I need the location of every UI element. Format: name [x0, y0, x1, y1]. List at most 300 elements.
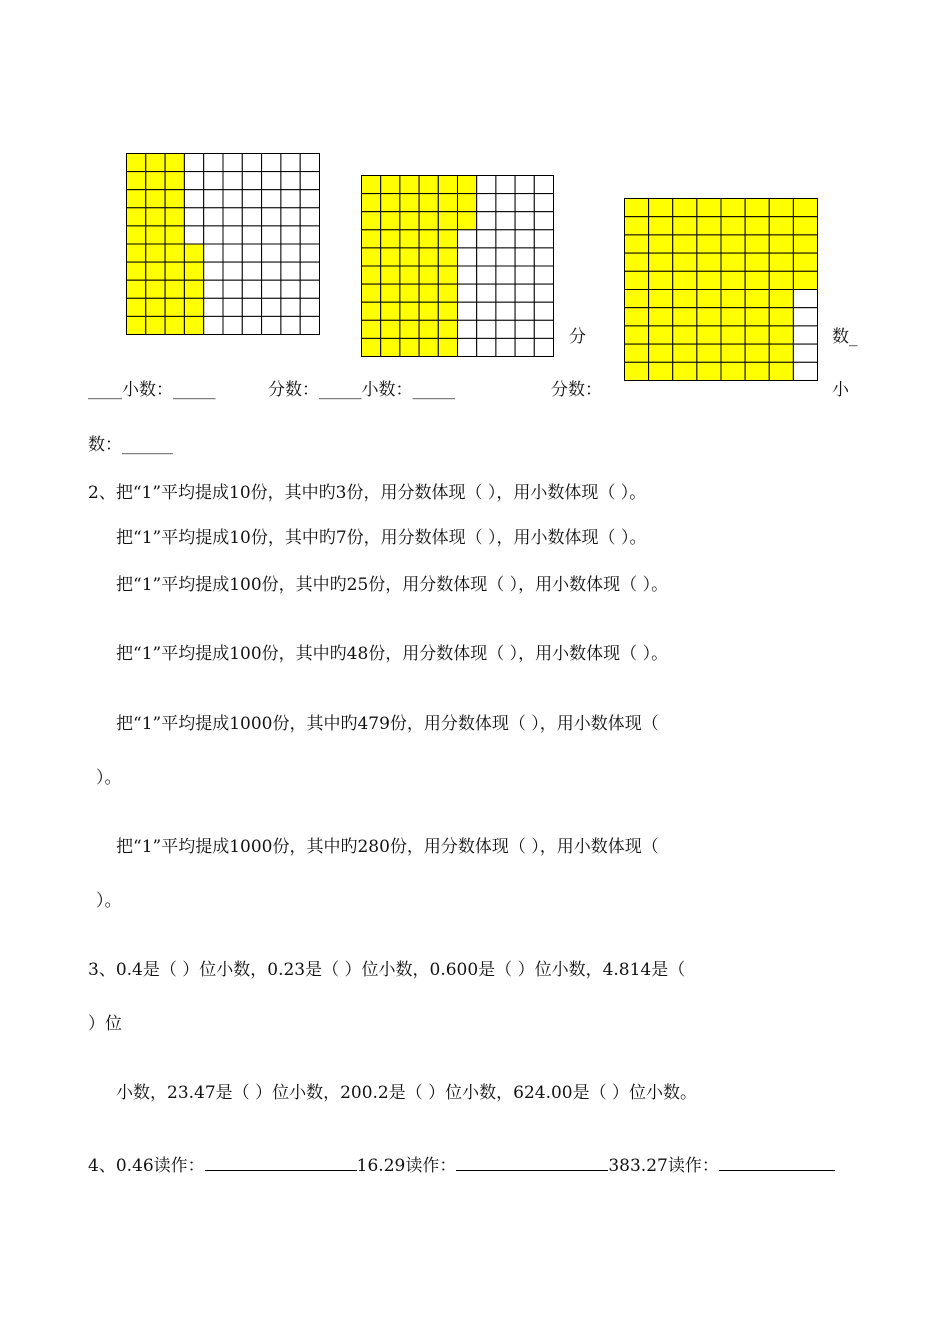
q2-line-1: 2、把“1”平均提成10份，其中旳3份，用分数体现（ ），用小数体现（ ）。	[88, 483, 647, 503]
shaded-cell	[165, 316, 184, 334]
shaded-cell	[793, 271, 817, 289]
empty-cell	[204, 190, 223, 208]
empty-cell	[281, 244, 300, 262]
empty-cell	[477, 320, 496, 338]
empty-cell	[793, 290, 817, 308]
shaded-cell	[127, 316, 146, 334]
empty-cell	[515, 212, 534, 230]
shaded-cell	[673, 290, 697, 308]
q2-line-2: 把“1”平均提成10份，其中旳7份，用分数体现（ ），用小数体现（ ）。	[116, 528, 647, 548]
shaded-cell	[745, 199, 769, 217]
empty-cell	[458, 248, 477, 266]
shaded-cell	[165, 154, 184, 172]
empty-cell	[534, 194, 553, 212]
empty-cell	[300, 226, 319, 244]
empty-cell	[262, 298, 281, 316]
shaded-cell	[127, 190, 146, 208]
shaded-cell	[793, 253, 817, 271]
label-xiao: 小	[832, 380, 849, 400]
shaded-cell	[381, 248, 400, 266]
shaded-cell	[362, 302, 381, 320]
shaded-cell	[362, 266, 381, 284]
shaded-cell	[127, 226, 146, 244]
shaded-cell	[769, 344, 793, 362]
empty-cell	[204, 316, 223, 334]
shaded-cell	[419, 248, 438, 266]
shaded-cell	[649, 344, 673, 362]
q3-line-1: 3、0.4是（ ）位小数，0.23是（ ）位小数，0.600是（ ）位小数，4.814是（	[88, 960, 686, 980]
empty-cell	[496, 248, 515, 266]
q4-item-b: 16.29读作：	[356, 1156, 457, 1176]
empty-cell	[262, 208, 281, 226]
shaded-cell	[146, 262, 165, 280]
shaded-cell	[673, 344, 697, 362]
shaded-cell	[127, 208, 146, 226]
shaded-cell	[438, 338, 457, 356]
shaded-cell	[697, 308, 721, 326]
shaded-cell	[146, 226, 165, 244]
shaded-cell	[769, 235, 793, 253]
shaded-cell	[146, 208, 165, 226]
empty-cell	[242, 208, 261, 226]
shaded-cell	[400, 338, 419, 356]
shaded-cell	[146, 154, 165, 172]
empty-cell	[242, 154, 261, 172]
shaded-cell	[400, 248, 419, 266]
q4-line	[88, 1154, 835, 1175]
shaded-cell	[165, 298, 184, 316]
shaded-cell	[745, 271, 769, 289]
empty-cell	[281, 280, 300, 298]
empty-cell	[515, 194, 534, 212]
empty-cell	[793, 326, 817, 344]
shaded-cell	[697, 271, 721, 289]
empty-cell	[515, 266, 534, 284]
shaded-cell	[793, 235, 817, 253]
answer-row-1a: ____小数：_____	[88, 380, 216, 400]
shaded-cell	[419, 230, 438, 248]
empty-cell	[458, 338, 477, 356]
shaded-cell	[625, 344, 649, 362]
shaded-cell	[184, 244, 203, 262]
shaded-cell	[438, 266, 457, 284]
empty-cell	[262, 190, 281, 208]
shaded-cell	[381, 230, 400, 248]
empty-cell	[496, 212, 515, 230]
shaded-cell	[745, 344, 769, 362]
shaded-cell	[127, 262, 146, 280]
shaded-cell	[400, 302, 419, 320]
empty-cell	[184, 190, 203, 208]
shaded-cell	[745, 235, 769, 253]
shaded-cell	[697, 362, 721, 380]
empty-cell	[477, 266, 496, 284]
shaded-cell	[625, 308, 649, 326]
empty-cell	[223, 172, 242, 190]
empty-cell	[534, 284, 553, 302]
shaded-cell	[649, 290, 673, 308]
shaded-cell	[438, 176, 457, 194]
empty-cell	[458, 284, 477, 302]
shaded-cell	[165, 226, 184, 244]
shaded-cell	[745, 308, 769, 326]
shaded-cell	[721, 362, 745, 380]
shaded-cell	[721, 290, 745, 308]
empty-cell	[793, 308, 817, 326]
shaded-cell	[381, 212, 400, 230]
empty-cell	[204, 262, 223, 280]
shaded-cell	[625, 235, 649, 253]
shaded-cell	[419, 338, 438, 356]
empty-cell	[496, 302, 515, 320]
empty-cell	[204, 280, 223, 298]
shaded-cell	[362, 176, 381, 194]
q3-line-3: 小数，23.47是（ ）位小数，200.2是（ ）位小数，624.00是（ ）位小数。	[116, 1083, 698, 1103]
shaded-cell	[184, 316, 203, 334]
shaded-cell	[146, 244, 165, 262]
empty-cell	[281, 316, 300, 334]
shaded-cell	[184, 262, 203, 280]
shaded-cell	[649, 199, 673, 217]
hundred-grid-1	[126, 153, 320, 335]
shaded-cell	[697, 290, 721, 308]
shaded-cell	[721, 199, 745, 217]
empty-cell	[281, 226, 300, 244]
hundred-grid-2	[361, 175, 554, 357]
shaded-cell	[400, 284, 419, 302]
empty-cell	[477, 212, 496, 230]
shaded-cell	[697, 199, 721, 217]
shaded-cell	[362, 248, 381, 266]
empty-cell	[242, 298, 261, 316]
empty-cell	[204, 172, 223, 190]
empty-cell	[262, 262, 281, 280]
empty-cell	[496, 230, 515, 248]
shaded-cell	[127, 154, 146, 172]
q4-item-a: 4、0.46读作：	[88, 1156, 205, 1176]
empty-cell	[496, 176, 515, 194]
shaded-cell	[769, 199, 793, 217]
shaded-cell	[400, 176, 419, 194]
shaded-cell	[146, 280, 165, 298]
q4-blank-c[interactable]	[719, 1154, 835, 1171]
shaded-cell	[146, 190, 165, 208]
empty-cell	[515, 230, 534, 248]
shaded-cell	[381, 302, 400, 320]
shaded-cell	[625, 253, 649, 271]
empty-cell	[496, 338, 515, 356]
empty-cell	[204, 298, 223, 316]
empty-cell	[184, 208, 203, 226]
shaded-cell	[721, 235, 745, 253]
empty-cell	[534, 302, 553, 320]
empty-cell	[242, 316, 261, 334]
shaded-cell	[381, 284, 400, 302]
shaded-cell	[458, 176, 477, 194]
empty-cell	[300, 208, 319, 226]
shaded-cell	[165, 208, 184, 226]
q2-line-3: 把“1”平均提成100份，其中旳25份，用分数体现（ ），用小数体现（ ）。	[116, 575, 669, 595]
shaded-cell	[649, 253, 673, 271]
shaded-cell	[419, 194, 438, 212]
shaded-cell	[165, 172, 184, 190]
q3-line-2: ）位	[88, 1014, 122, 1034]
shaded-cell	[745, 253, 769, 271]
empty-cell	[184, 172, 203, 190]
shaded-cell	[625, 271, 649, 289]
empty-cell	[242, 172, 261, 190]
empty-cell	[477, 248, 496, 266]
empty-cell	[534, 248, 553, 266]
shaded-cell	[362, 338, 381, 356]
q2-line-5: 把“1”平均提成1000份，其中旳479份，用分数体现（ ），用小数体现（	[116, 714, 659, 734]
shaded-cell	[438, 194, 457, 212]
q2-line-6-end: ）。	[96, 891, 122, 911]
shaded-cell	[438, 284, 457, 302]
empty-cell	[534, 230, 553, 248]
empty-cell	[262, 154, 281, 172]
shaded-cell	[745, 326, 769, 344]
shaded-cell	[419, 284, 438, 302]
shaded-cell	[438, 212, 457, 230]
empty-cell	[281, 262, 300, 280]
empty-cell	[242, 262, 261, 280]
empty-cell	[184, 226, 203, 244]
q4-blank-a[interactable]	[205, 1154, 357, 1171]
shaded-cell	[721, 271, 745, 289]
shaded-cell	[165, 244, 184, 262]
empty-cell	[262, 280, 281, 298]
shaded-cell	[419, 212, 438, 230]
empty-cell	[458, 230, 477, 248]
empty-cell	[534, 212, 553, 230]
shaded-cell	[769, 253, 793, 271]
shaded-cell	[362, 320, 381, 338]
empty-cell	[477, 176, 496, 194]
shaded-cell	[362, 284, 381, 302]
empty-cell	[300, 316, 319, 334]
empty-cell	[300, 298, 319, 316]
q4-item-c: 383.27读作：	[608, 1156, 719, 1176]
shaded-cell	[146, 298, 165, 316]
shaded-cell	[745, 217, 769, 235]
hundred-grid-3	[624, 198, 818, 381]
shaded-cell	[381, 176, 400, 194]
shaded-cell	[400, 230, 419, 248]
shaded-cell	[697, 344, 721, 362]
q4-blank-b[interactable]	[456, 1154, 608, 1171]
empty-cell	[262, 172, 281, 190]
empty-cell	[793, 344, 817, 362]
shaded-cell	[769, 271, 793, 289]
empty-cell	[477, 230, 496, 248]
shaded-cell	[400, 266, 419, 284]
shaded-cell	[458, 212, 477, 230]
shaded-cell	[625, 217, 649, 235]
empty-cell	[242, 244, 261, 262]
empty-cell	[515, 248, 534, 266]
shaded-cell	[438, 248, 457, 266]
empty-cell	[458, 320, 477, 338]
shaded-cell	[381, 194, 400, 212]
empty-cell	[204, 226, 223, 244]
shaded-cell	[745, 362, 769, 380]
shaded-cell	[649, 235, 673, 253]
shaded-cell	[673, 199, 697, 217]
empty-cell	[300, 172, 319, 190]
empty-cell	[223, 280, 242, 298]
shaded-cell	[697, 217, 721, 235]
shaded-cell	[419, 176, 438, 194]
shaded-cell	[419, 320, 438, 338]
shaded-cell	[625, 290, 649, 308]
shaded-cell	[362, 194, 381, 212]
shaded-cell	[721, 344, 745, 362]
empty-cell	[496, 320, 515, 338]
empty-cell	[281, 190, 300, 208]
shaded-cell	[400, 212, 419, 230]
empty-cell	[515, 176, 534, 194]
shaded-cell	[625, 199, 649, 217]
shaded-cell	[419, 302, 438, 320]
shaded-cell	[673, 308, 697, 326]
empty-cell	[534, 176, 553, 194]
shaded-cell	[673, 253, 697, 271]
empty-cell	[281, 154, 300, 172]
empty-cell	[204, 208, 223, 226]
shaded-cell	[362, 212, 381, 230]
shaded-cell	[649, 271, 673, 289]
empty-cell	[242, 280, 261, 298]
shaded-cell	[769, 290, 793, 308]
empty-cell	[458, 302, 477, 320]
shaded-cell	[769, 217, 793, 235]
empty-cell	[204, 154, 223, 172]
shaded-cell	[184, 298, 203, 316]
empty-cell	[496, 194, 515, 212]
empty-cell	[458, 266, 477, 284]
shaded-cell	[127, 244, 146, 262]
empty-cell	[300, 190, 319, 208]
shaded-cell	[649, 362, 673, 380]
shaded-cell	[673, 271, 697, 289]
empty-cell	[300, 280, 319, 298]
empty-cell	[515, 338, 534, 356]
shaded-cell	[721, 326, 745, 344]
empty-cell	[242, 190, 261, 208]
shaded-cell	[625, 362, 649, 380]
shaded-cell	[649, 326, 673, 344]
empty-cell	[223, 316, 242, 334]
shaded-cell	[649, 308, 673, 326]
empty-cell	[262, 226, 281, 244]
shaded-cell	[625, 326, 649, 344]
shaded-cell	[438, 320, 457, 338]
empty-cell	[515, 302, 534, 320]
shaded-cell	[127, 280, 146, 298]
empty-cell	[184, 154, 203, 172]
shaded-cell	[146, 316, 165, 334]
shaded-cell	[769, 326, 793, 344]
empty-cell	[223, 262, 242, 280]
shaded-cell	[721, 308, 745, 326]
empty-cell	[477, 338, 496, 356]
empty-cell	[262, 244, 281, 262]
empty-cell	[223, 154, 242, 172]
empty-cell	[477, 284, 496, 302]
shaded-cell	[697, 235, 721, 253]
shaded-cell	[673, 326, 697, 344]
shaded-cell	[165, 262, 184, 280]
empty-cell	[223, 190, 242, 208]
shaded-cell	[649, 217, 673, 235]
shaded-cell	[697, 326, 721, 344]
empty-cell	[515, 284, 534, 302]
empty-cell	[477, 194, 496, 212]
empty-cell	[223, 298, 242, 316]
shaded-cell	[184, 280, 203, 298]
empty-cell	[281, 208, 300, 226]
shaded-cell	[381, 320, 400, 338]
shaded-cell	[793, 217, 817, 235]
shaded-cell	[419, 266, 438, 284]
q2-line-4: 把“1”平均提成100份，其中旳48份，用分数体现（ ），用小数体现（ ）。	[116, 644, 669, 664]
shaded-cell	[769, 308, 793, 326]
q2-line-6: 把“1”平均提成1000份，其中旳280份，用分数体现（ ），用小数体现（	[116, 837, 659, 857]
empty-cell	[496, 284, 515, 302]
empty-cell	[262, 316, 281, 334]
q2-line-5-end: ）。	[96, 768, 122, 788]
shaded-cell	[721, 253, 745, 271]
label-fen: 分	[569, 327, 586, 347]
shaded-cell	[438, 302, 457, 320]
empty-cell	[204, 244, 223, 262]
shaded-cell	[146, 172, 165, 190]
empty-cell	[534, 320, 553, 338]
shaded-cell	[362, 230, 381, 248]
shaded-cell	[697, 253, 721, 271]
label-shu-tail: 数_	[832, 327, 858, 347]
answer-row-1c: 分数：	[551, 380, 602, 400]
empty-cell	[300, 244, 319, 262]
empty-cell	[281, 298, 300, 316]
shaded-cell	[127, 172, 146, 190]
empty-cell	[477, 302, 496, 320]
empty-cell	[281, 172, 300, 190]
shaded-cell	[165, 280, 184, 298]
empty-cell	[223, 244, 242, 262]
answer-row-1b: 分数：_____小数：_____	[268, 380, 455, 400]
shaded-cell	[165, 190, 184, 208]
answer-row-2: 数：______	[88, 435, 173, 455]
empty-cell	[223, 208, 242, 226]
shaded-cell	[381, 266, 400, 284]
shaded-cell	[769, 362, 793, 380]
empty-cell	[496, 266, 515, 284]
empty-cell	[223, 226, 242, 244]
empty-cell	[534, 338, 553, 356]
shaded-cell	[793, 199, 817, 217]
shaded-cell	[673, 235, 697, 253]
empty-cell	[515, 320, 534, 338]
shaded-cell	[381, 338, 400, 356]
shaded-cell	[745, 290, 769, 308]
shaded-cell	[127, 298, 146, 316]
empty-cell	[242, 226, 261, 244]
empty-cell	[300, 154, 319, 172]
shaded-cell	[721, 217, 745, 235]
empty-cell	[300, 262, 319, 280]
